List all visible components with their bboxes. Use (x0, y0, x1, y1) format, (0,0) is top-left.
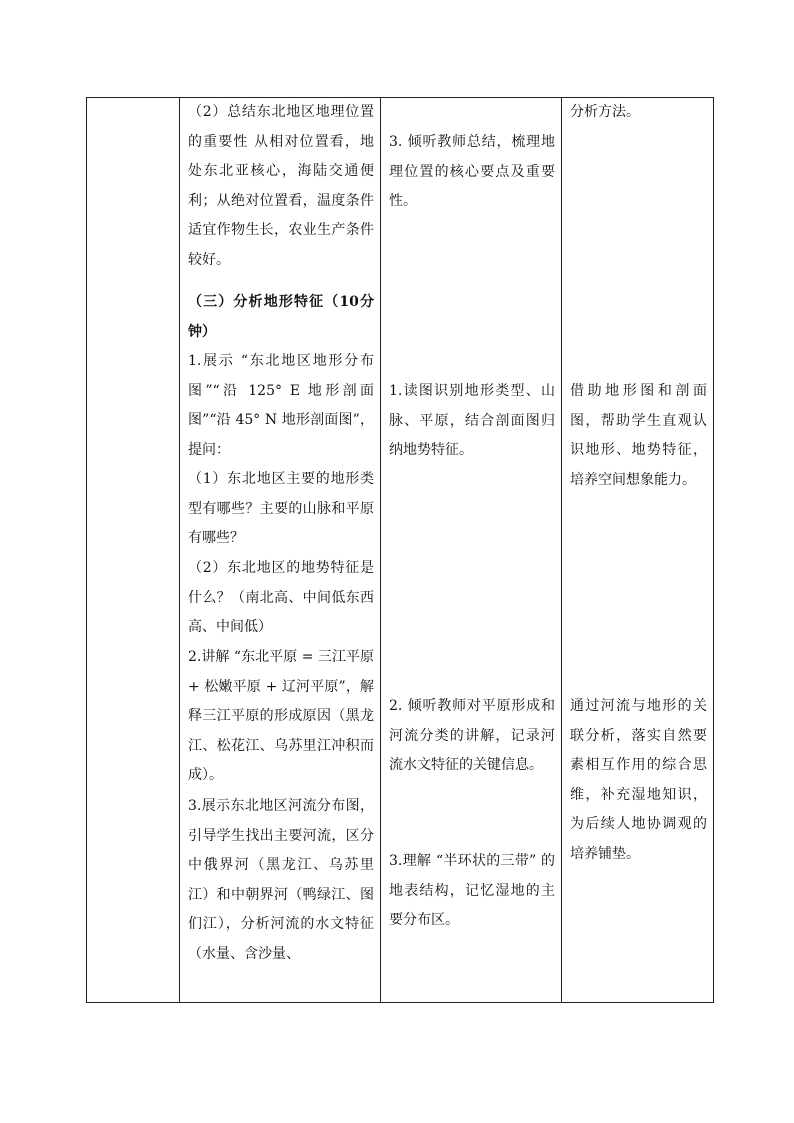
intent-paragraph: 分析方法。 (570, 104, 640, 120)
teacher-question: （2）东北地区的地势特征是什么？（南北高、中间低东西高、中间低） (188, 560, 374, 635)
design-intent-cell (562, 98, 714, 1003)
teacher-paragraph: 1.展示 “东北地区地形分布图”“沿 125° E 地形剖面图”“沿 45° N 地形剖面图”，提问： (188, 353, 374, 458)
table-row (87, 98, 714, 1003)
intent-paragraph: 通过河流与地形的关联分析，落实自然要素相互作用的综合思维，补充湿地知识，为后续人地协调观的培养铺垫。 (570, 698, 707, 862)
teacher-paragraph: 3.展示东北地区河流分布图，引导学生找出主要河流，区分中俄界河（黑龙江、乌苏里江）和中朝界河（鸭绿江、图们江），分析河流的水文特征（水量、含沙量、 (188, 798, 374, 962)
teacher-activity-cell (180, 98, 381, 1003)
student-paragraph: 1.读图识别地形类型、山脉、平原，结合剖面图归纳地势特征。 (389, 383, 555, 458)
intent-paragraph: 借助地形图和剖面图，帮助学生直观认识地形、地势特征，培养空间想象能力。 (570, 383, 707, 488)
stage-cell (87, 98, 180, 1003)
student-activity-cell (381, 98, 562, 1003)
section-heading: （三）分析地形特征（10分钟） (188, 294, 374, 340)
teacher-question: （1）东北地区主要的地形类型有哪些？主要的山脉和平原有哪些？ (188, 471, 374, 546)
student-paragraph: 2. 倾听教师对平原形成和河流分类的讲解，记录河流水文特征的关键信息。 (389, 698, 555, 773)
teacher-paragraph: 2.讲解 “东北平原 = 三江平原 + 松嫩平原 + 辽河平原”，解释三江平原的形成原因（黑龙江、松花江、乌苏里江冲积而成）。 (188, 649, 374, 783)
lesson-plan-table (86, 97, 714, 1003)
teacher-paragraph: （2）总结东北地区地理位置的重要性 从相对位置看，地处东北亚核心，海陆交通便利；从绝对位置看，温度条件适宜作物生长，农业生产条件较好。 (188, 104, 374, 268)
student-paragraph: 3. 倾听教师总结，梳理地理位置的核心要点及重要性。 (389, 134, 555, 209)
student-paragraph: 3.理解 “半环状的三带” 的地表结构，记忆湿地的主要分布区。 (389, 853, 555, 928)
